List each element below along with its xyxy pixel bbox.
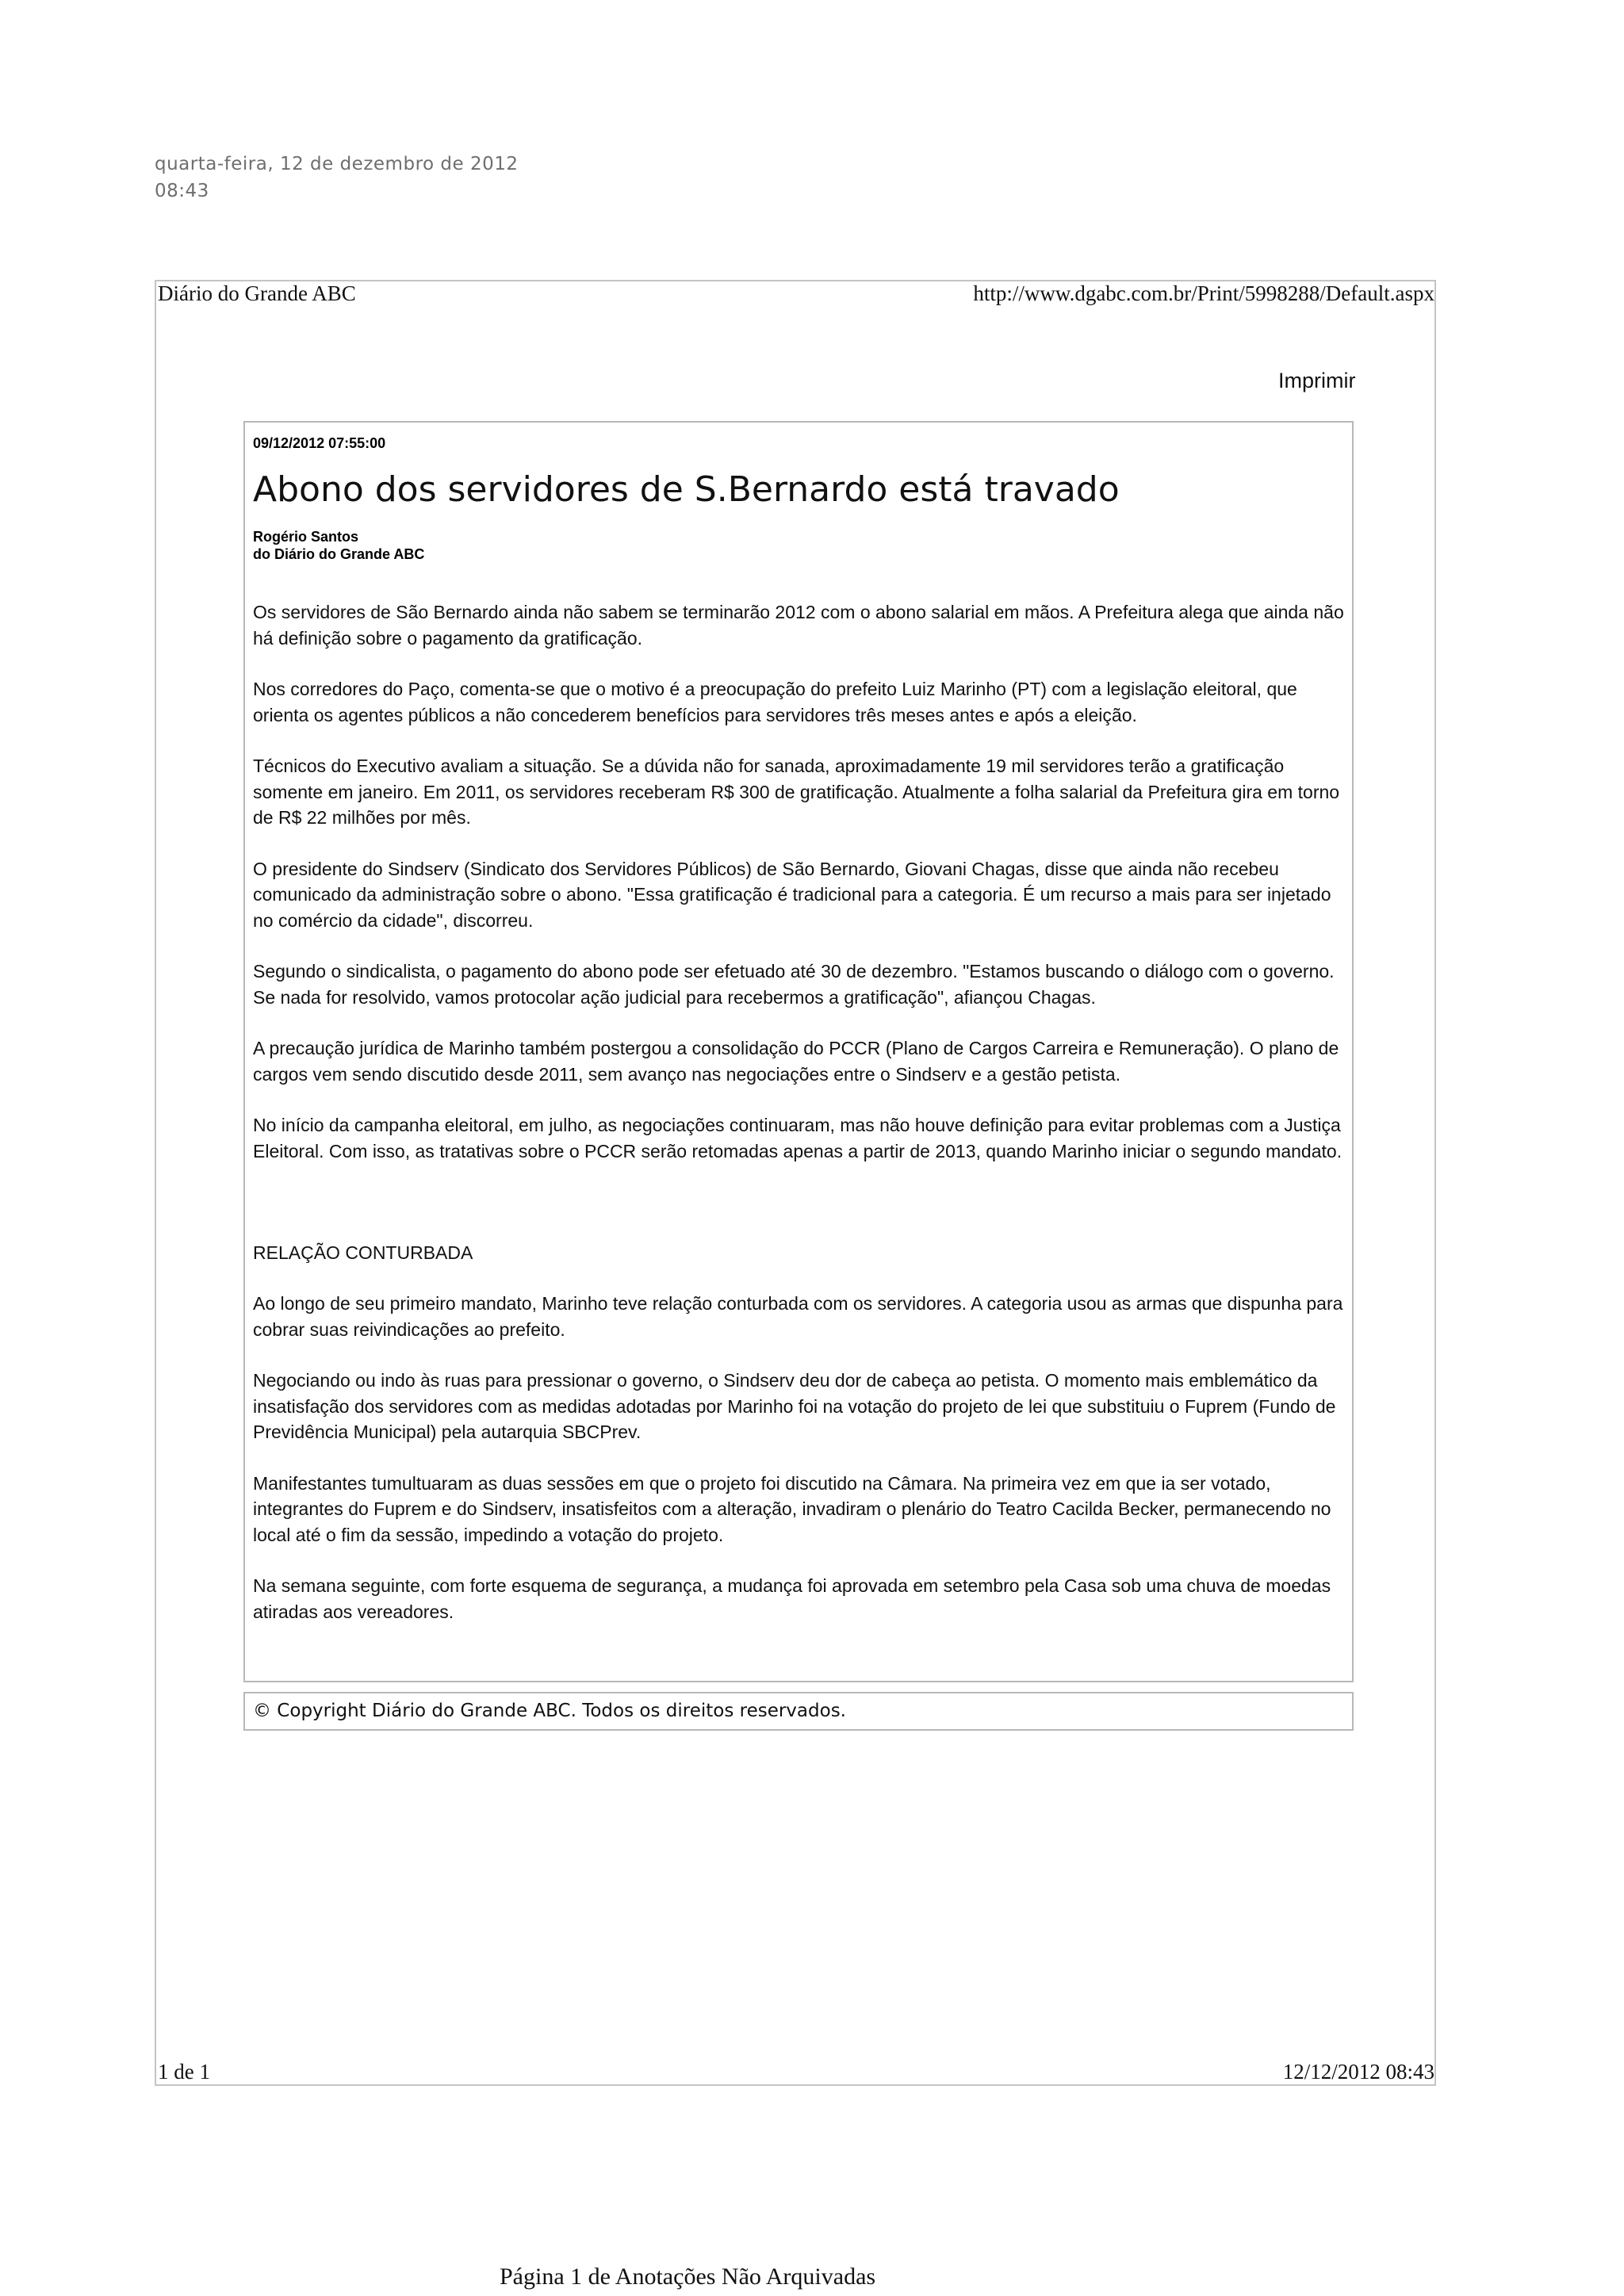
note-time: 08:43 (155, 181, 209, 201)
print-footer-datetime: 12/12/2012 08:43 (1282, 2060, 1434, 2084)
notebook-page-footer: Página 1 de Anotações Não Arquivadas (500, 2263, 876, 2290)
section-paragraph: Ao longo de seu primeiro mandato, Marinho teve relação conturbada com os servidores. A categoria usou as armas que dispunha para cobrar suas reivindicações ao prefeito. (253, 1293, 1343, 1340)
article-paragraph: No início da campanha eleitoral, em julho, as negociações continuaram, mas não houve definição para evitar problemas com a Justiça Eleitoral. Com isso, as tratativas sobre o PCCR serão retomadas apenas a partir de 2013, quando Marinho iniciar o segundo mandato. (253, 1115, 1342, 1161)
copyright-notice: © Copyright Diário do Grande ABC. Todos os direitos reservados. (243, 1692, 1354, 1731)
note-timestamp (155, 151, 519, 205)
article-timestamp: 09/12/2012 07:55:00 (253, 435, 386, 451)
article-paragraph: Técnicos do Executivo avaliam a situação. Se a dúvida não for sanada, aproximadamente 19 mil servidores terão a gratificação somente em janeiro. Em 2011, os servidores receberam R$ 300 de gratificação. Atualmente a folha salarial da Prefeitura gira em torno de R$ 22 milhões por mês. (253, 756, 1340, 828)
print-header-url: http://www.dgabc.com.br/Print/5998288/Default.aspx (973, 281, 1434, 305)
section-paragraph: Manifestantes tumultuaram as duas sessões em que o projeto foi discutido na Câmara. Na primeira vez em que ia ser votado, integrantes do Fuprem e do Sindserv, insatisfeitos com a alteração, invadiram o plenário do Teatro Cacilda Becker, permanecendo no local até o fim da sessão, impedindo a votação do projeto. (253, 1472, 1331, 1545)
note-date: quarta-feira, 12 de dezembro de 2012 (155, 154, 519, 174)
article-paragraph: Nos corredores do Paço, comenta-se que o motivo é a preocupação do prefeito Luiz Marinho (PT) com a legislação eleitoral, que orienta os agentes públicos a não concederem benefícios para servidores três meses antes e após a eleição. (253, 679, 1297, 725)
printed-page (155, 280, 1436, 2086)
section-heading: RELAÇÃO CONTURBADA (253, 1242, 473, 1263)
section-paragraph: Negociando ou indo às ruas para pressionar o governo, o Sindserv deu dor de cabeça ao petista. O momento mais emblemático da insatisfação dos servidores com as medidas adotadas por Marinho foi na votação do projeto de lei que substituiu o Fuprem (Fundo de Previdência Municipal) pela autarquia SBCPrev. (253, 1370, 1336, 1442)
article-paragraph: Segundo o sindicalista, o pagamento do abono pode ser efetuado até 30 de dezembro. "Estamos buscando o diálogo com o governo. Se nada for resolvido, vamos protocolar ação judicial para recebermos a gratificação", afiançou Chagas. (253, 961, 1335, 1008)
article-paragraph: O presidente do Sindserv (Sindicato dos Servidores Públicos) de São Bernardo, Giovani Chagas, disse que ainda não recebeu comunicado da administração sobre o abono. "Essa gratificação é tradicional para a categoria. É um recurso a mais para ser injetado no comércio da cidade", discorreu. (253, 858, 1331, 931)
article-source: do Diário do Grande ABC (253, 546, 425, 562)
print-link[interactable]: Imprimir (1278, 369, 1356, 392)
article-author: Rogério Santos (253, 529, 359, 545)
article-paragraph: A precaução jurídica de Marinho também postergou a consolidação do PCCR (Plano de Cargos Carreira e Remuneração). O plano de cargos vem sendo discutido desde 2011, sem avanço nas negociações entre o Sindserv e a gestão petista. (253, 1038, 1339, 1085)
article-container (243, 421, 1354, 1682)
print-header-site: Diário do Grande ABC (158, 281, 356, 305)
article-paragraph: Os servidores de São Bernardo ainda não sabem se terminarão 2012 com o abono salarial em mãos. A Prefeitura alega que ainda não há definição sobre o pagamento da gratificação. (253, 602, 1344, 649)
section-paragraph: Na semana seguinte, com forte esquema de segurança, a mudança foi aprovada em setembro pela Casa sob uma chuva de moedas atiradas aos vereadores. (253, 1575, 1331, 1622)
print-footer-page: 1 de 1 (158, 2060, 210, 2084)
article-title: Abono dos servidores de S.Bernardo está travado (253, 469, 1120, 510)
